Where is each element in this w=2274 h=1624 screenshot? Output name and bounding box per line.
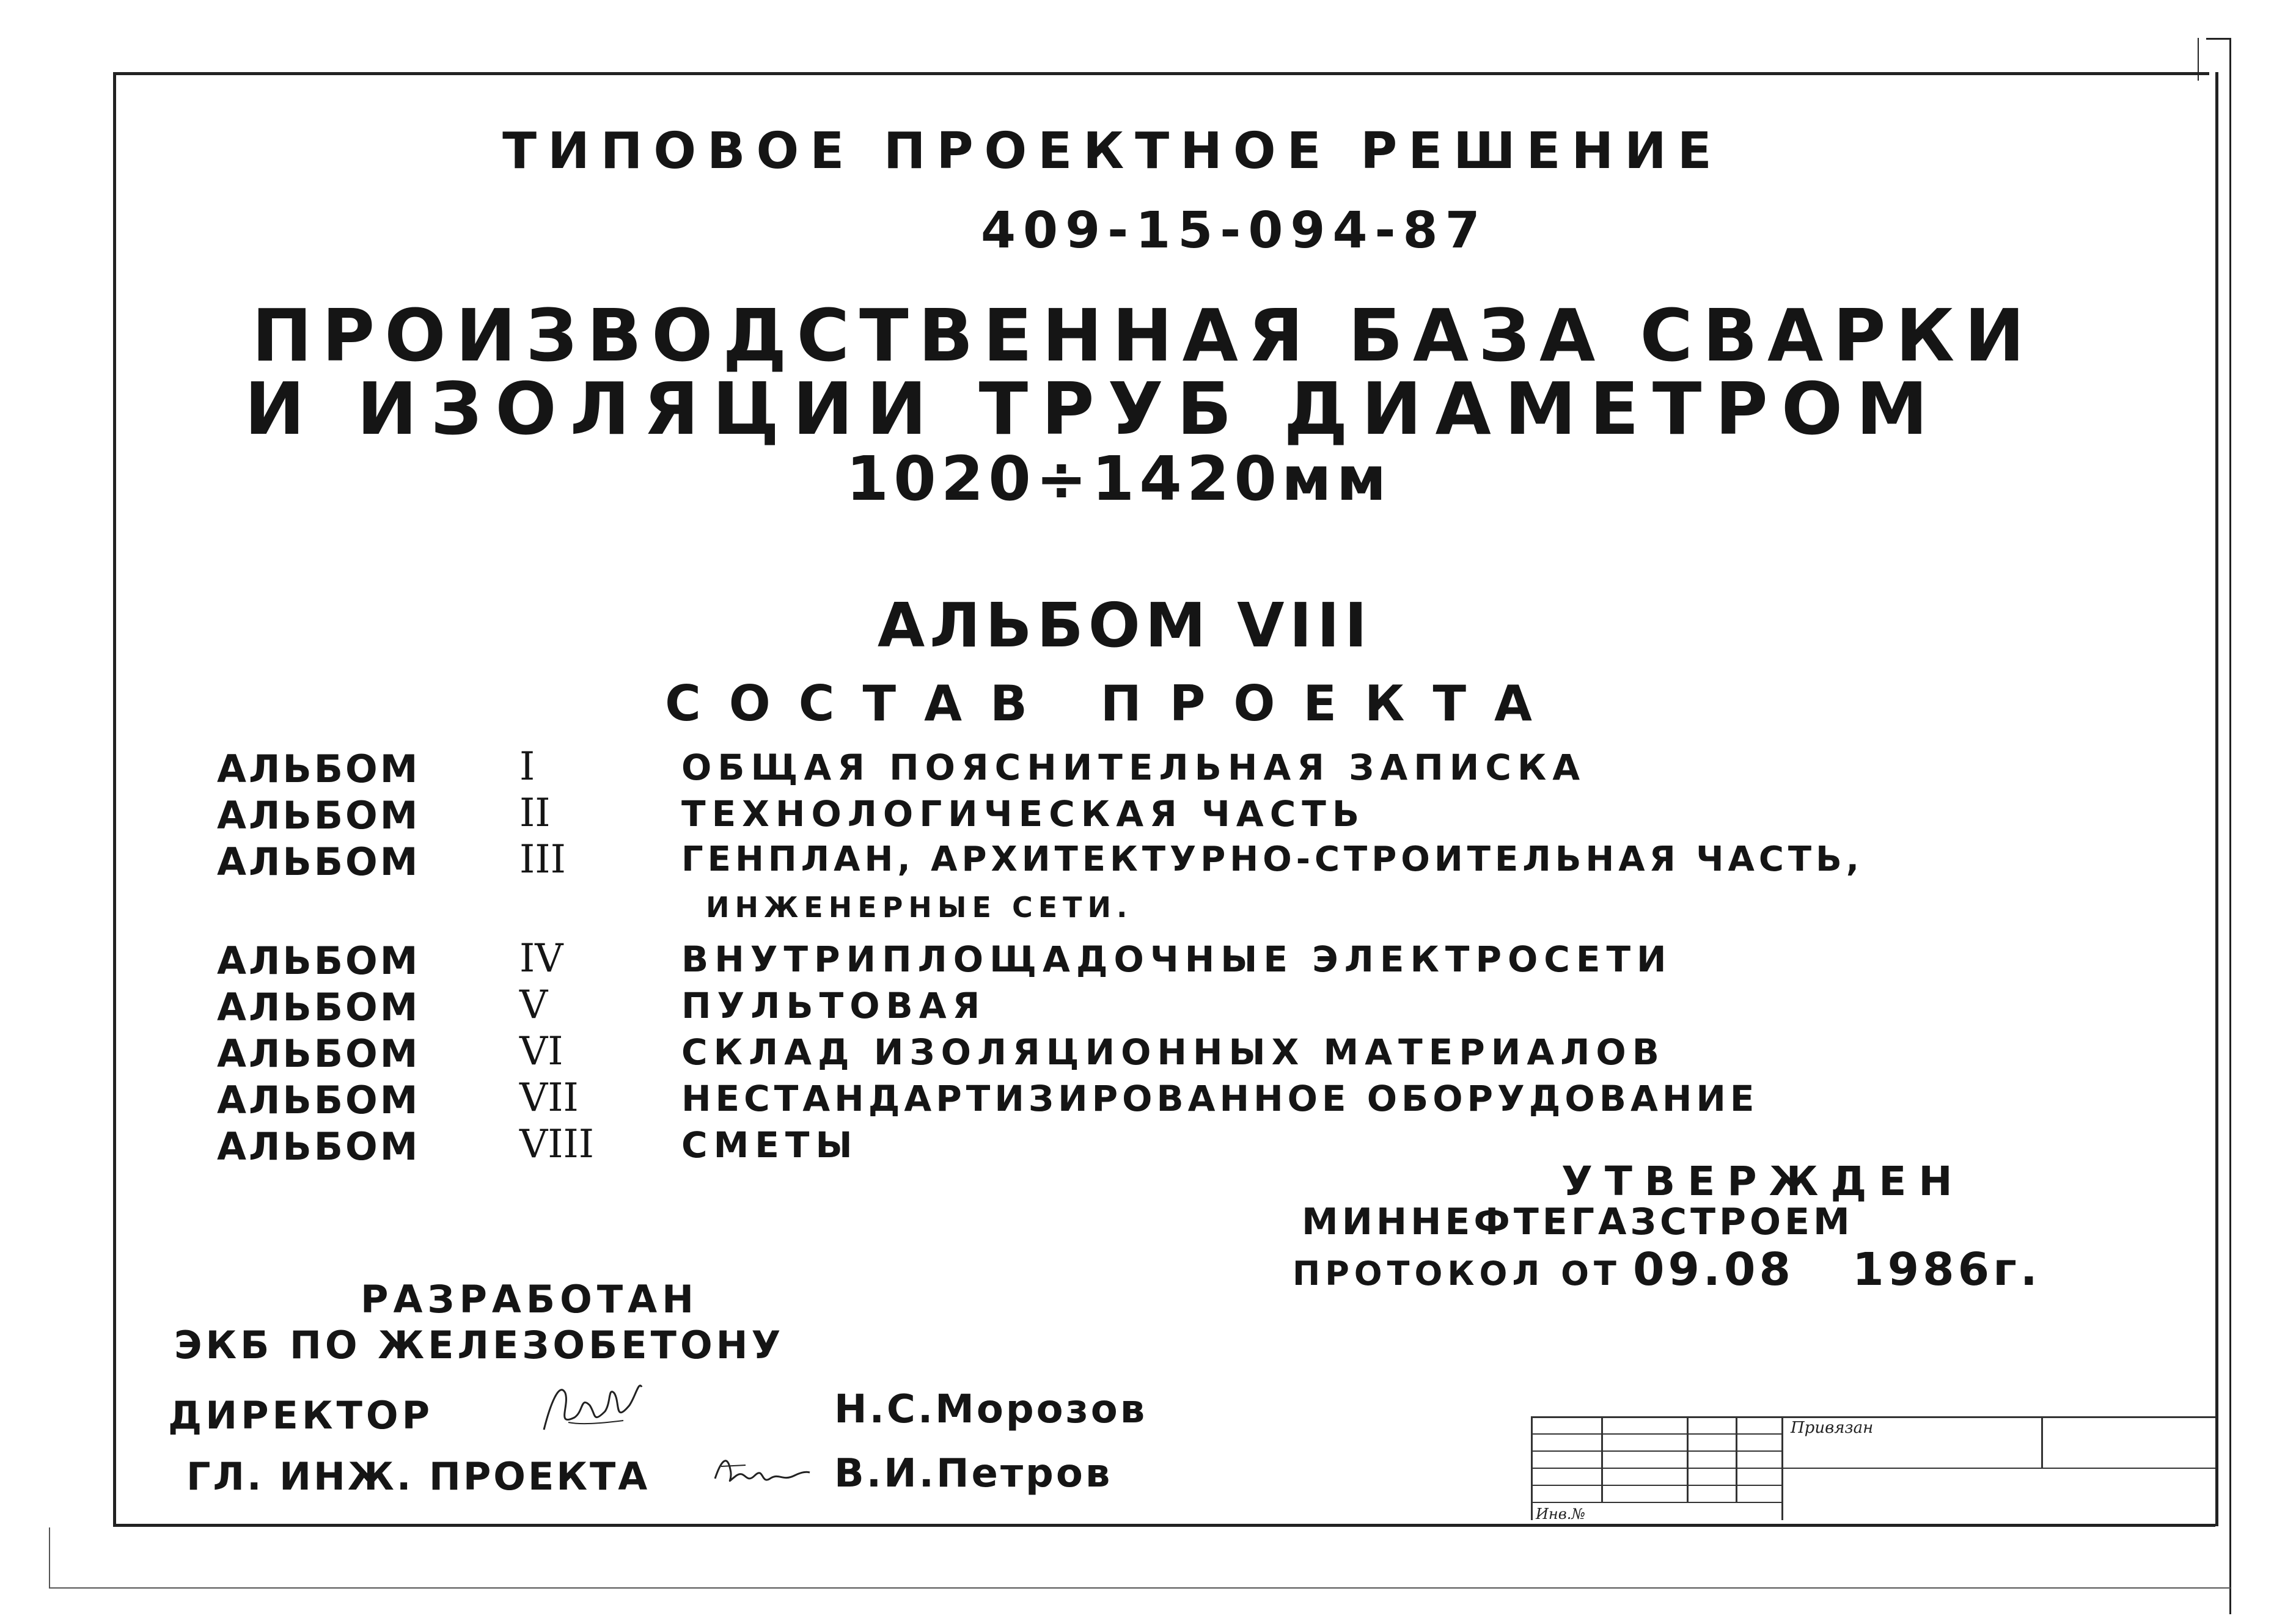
composition-heading: СОСТАВ ПРОЕКТА xyxy=(665,675,1560,732)
outer-frame-left xyxy=(113,72,116,1526)
stamp-grid-column xyxy=(1781,1416,1783,1520)
director-name: Н.С.Морозов xyxy=(834,1387,1148,1432)
sheet-edge-top xyxy=(2206,38,2231,40)
stamp-grid-line xyxy=(1531,1450,1781,1452)
sheet-edge-right xyxy=(2229,38,2231,1614)
chief-engineer-signature xyxy=(709,1448,813,1497)
stamp-grid-line xyxy=(1531,1433,1781,1435)
album-title: АЛЬБОМ VIII xyxy=(877,590,1373,661)
project-code: 409-15-094-87 xyxy=(981,202,1487,260)
director-label: ДИРЕКТОР xyxy=(168,1393,434,1438)
sheet-edge-bottom xyxy=(49,1587,2231,1589)
stamp-grid-column xyxy=(1687,1416,1689,1502)
chief-engineer-label: ГЛ. ИНЖ. ПРОЕКТА xyxy=(186,1454,650,1499)
album-number: I xyxy=(519,744,535,789)
outer-frame-bottom xyxy=(113,1524,2215,1527)
album-number: IV xyxy=(519,936,563,981)
album-description: СКЛАД ИЗОЛЯЦИОННЫХ МАТЕРИАЛОВ xyxy=(681,1031,1665,1073)
outer-frame-top xyxy=(113,72,2209,75)
album-number: VIII xyxy=(519,1122,595,1167)
sheet-edge-inner xyxy=(2198,38,2199,81)
director-signature xyxy=(532,1369,654,1442)
sheet-edge-left xyxy=(49,1527,50,1589)
title-block-stamp xyxy=(1531,1416,2215,1523)
album-description: ПУЛЬТОВАЯ xyxy=(681,985,986,1026)
album-description: ТЕХНОЛОГИЧЕСКАЯ ЧАСТЬ xyxy=(681,793,1366,835)
album-word: АЛЬБОМ xyxy=(217,747,420,791)
approval-line-2: МИННЕФТЕГАЗСТРОЕМ xyxy=(1302,1201,1854,1243)
stamp-grid-line xyxy=(1531,1485,1781,1486)
album-word: АЛЬБОМ xyxy=(217,1124,420,1169)
developer-line-1: РАЗРАБОТАН xyxy=(361,1277,699,1322)
title-line-1: ПРОИЗВОДСТВЕННАЯ БАЗА СВАРКИ xyxy=(252,293,2034,378)
stamp-grid-column xyxy=(2041,1416,2043,1468)
stamp-top-border xyxy=(1531,1416,2215,1418)
album-description: ОБЩАЯ ПОЯСНИТЕЛЬНАЯ ЗАПИСКА xyxy=(681,747,1586,788)
album-word: АЛЬБОМ xyxy=(217,985,420,1030)
stamp-left-border xyxy=(1531,1416,1533,1520)
album-description: ГЕНПЛАН, АРХИТЕКТУРНО-СТРОИТЕЛЬНАЯ ЧАСТЬ, xyxy=(681,839,1864,879)
stamp-grid-line xyxy=(1531,1468,2215,1469)
header-line: ТИПОВОЕ ПРОЕКТНОЕ РЕШЕНИЕ xyxy=(502,122,1723,180)
protocol-year: 1986г. xyxy=(1852,1243,2041,1296)
album-description: ВНУТРИПЛОЩАДОЧНЫЕ ЭЛЕКТРОСЕТИ xyxy=(681,938,1673,980)
album-word: АЛЬБОМ xyxy=(217,938,420,983)
protocol-prefix: ПРОТОКОЛ ОТ xyxy=(1293,1254,1621,1293)
chief-engineer-name: В.И.Петров xyxy=(834,1451,1113,1496)
approval-line-3 xyxy=(1293,1243,2041,1296)
stamp-grid-column xyxy=(1736,1416,1737,1502)
album-word: АЛЬБОМ xyxy=(217,793,420,838)
stamp-grid-line xyxy=(1531,1502,1781,1503)
album-number: II xyxy=(519,791,551,836)
outer-frame-right xyxy=(2215,72,2218,1526)
album-number: VI xyxy=(519,1029,563,1074)
album-description-continued: ИНЖЕНЕРНЫЕ СЕТИ. xyxy=(706,891,1133,924)
protocol-date: 09.08 xyxy=(1632,1243,1795,1296)
title-line-2: И ИЗОЛЯЦИИ ТРУБ ДИАМЕТРОМ xyxy=(244,367,1942,451)
album-number: VII xyxy=(519,1075,579,1121)
album-description: СМЕТЫ xyxy=(681,1124,859,1166)
developer-line-2: ЭКБ ПО ЖЕЛЕЗОБЕТОНУ xyxy=(174,1323,785,1367)
album-description: НЕСТАНДАРТИЗИРОВАННОЕ ОБОРУДОВАНИЕ xyxy=(681,1078,1759,1119)
album-word: АЛЬБОМ xyxy=(217,1078,420,1122)
stamp-attached-label: Привязан xyxy=(1791,1419,1874,1437)
album-word: АЛЬБОМ xyxy=(217,1031,420,1076)
stamp-inventory-label: Инв.№ xyxy=(1536,1505,1586,1523)
album-number: III xyxy=(519,837,566,882)
title-line-3: 1020÷1420мм xyxy=(846,443,1392,514)
approval-line-1: УТВЕРЖДЕН xyxy=(1561,1158,1965,1205)
album-word: АЛЬБОМ xyxy=(217,839,420,884)
stamp-grid-column xyxy=(1601,1416,1603,1502)
album-number: V xyxy=(519,982,548,1028)
